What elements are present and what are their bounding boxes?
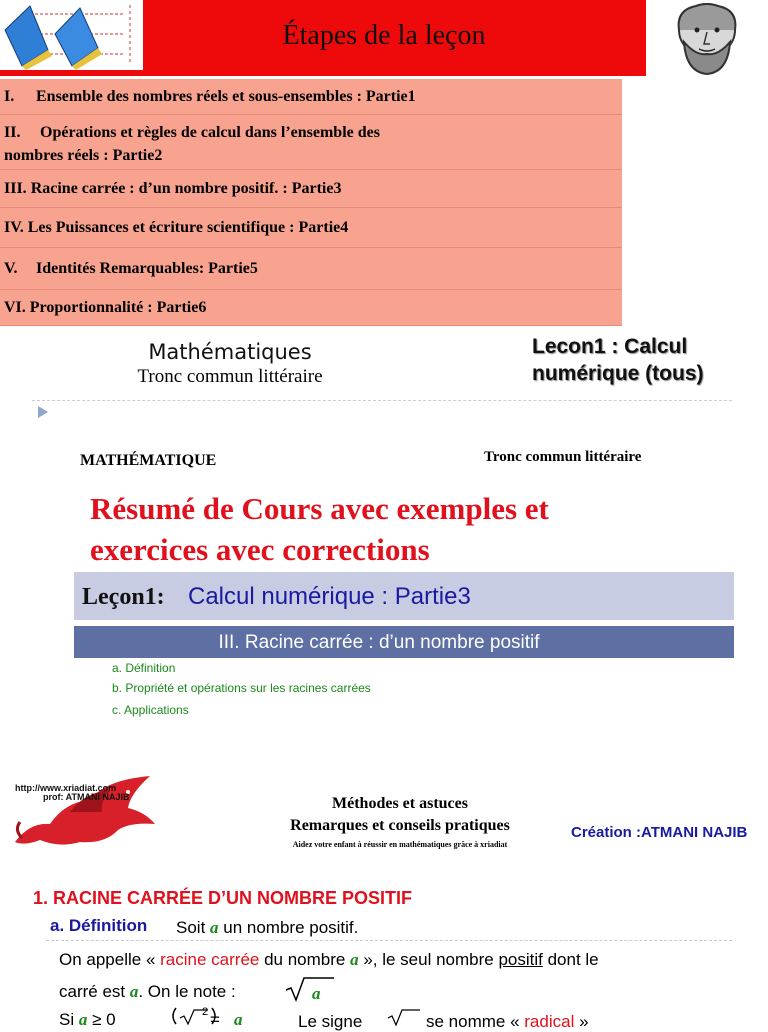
step-label: Les Puissances et écriture scientifique : Partie4 <box>27 218 349 236</box>
text-run: » <box>574 1012 589 1031</box>
text-run: dont le <box>542 950 599 969</box>
lesson-bar-label: Leçon1: <box>82 584 165 610</box>
methods-block <box>250 792 550 849</box>
document-subject: MATHÉMATIQUE <box>80 452 217 469</box>
condition-line <box>59 1010 116 1030</box>
play-arrow-icon[interactable] <box>38 406 48 418</box>
text-run: . On le note : <box>138 982 236 1001</box>
step-number: III. <box>4 179 27 197</box>
radical-icon <box>386 1008 420 1026</box>
step-number: V. <box>4 259 18 277</box>
step-number: I. <box>4 87 15 105</box>
author-line: prof: ATMANI NAJIB <box>43 792 130 802</box>
text-run: se nomme « <box>426 1012 525 1031</box>
variable-a: a <box>78 1010 88 1029</box>
text-run: un nombre positif. <box>218 918 359 937</box>
header-title: Étapes de la leçon <box>282 20 486 51</box>
lesson-bar-title: Calcul numérique : Partie3 <box>188 583 471 610</box>
tagline: Aidez votre enfant à réussir en mathématiques grâce à xriadiat <box>292 840 508 849</box>
step-label: Proportionnalité : Partie6 <box>29 298 207 316</box>
definition-label: a. Définition <box>50 916 148 935</box>
highlight-radical: radical <box>524 1012 575 1031</box>
document-title <box>90 488 730 570</box>
step-item[interactable] <box>0 115 622 170</box>
subject-label: Mathématiques <box>148 340 312 364</box>
creation-credit: Création :ATMANI NAJIB <box>571 824 748 841</box>
exponent: 2 <box>202 1006 209 1018</box>
text-run: Soit <box>176 918 211 937</box>
underlined-positif: positif <box>498 950 543 969</box>
level-label: Tronc commun littéraire <box>137 366 323 387</box>
highlight-racine-carree: racine carrée <box>160 950 260 969</box>
step-number: IV. <box>4 218 24 236</box>
step-label: Racine carrée : d’un nombre positif. : Partie3 <box>30 179 342 197</box>
step-label: Identités Remarquables: Partie5 <box>36 259 258 277</box>
divider <box>46 940 732 941</box>
radical-line <box>426 1012 589 1032</box>
text-run: Si <box>59 1010 79 1029</box>
step-label: Ensemble des nombres réels et sous-ensembles : Partie1 <box>36 87 416 105</box>
website-url-line[interactable]: http://www.xriadiat.com <box>15 783 117 793</box>
step-label-continued: nombres réels : Partie2 <box>4 147 163 164</box>
text-run: ≥ 0 <box>87 1010 116 1029</box>
portrait-image <box>646 0 768 76</box>
definition-intro <box>176 918 358 938</box>
step-number: II. <box>4 124 21 141</box>
methods-title: Méthodes et astuces <box>332 795 468 812</box>
variable-a: a <box>129 982 139 1001</box>
variable-a: a <box>350 950 359 969</box>
divider <box>32 400 732 401</box>
step-label: Opérations et règles de calcul dans l’ensemble des <box>40 124 380 141</box>
step-item[interactable] <box>0 79 622 115</box>
text-run: carré est <box>59 982 130 1001</box>
variable-a: a <box>234 1010 243 1029</box>
text-run: », le seul nombre <box>358 950 499 969</box>
website-url[interactable] <box>15 784 130 802</box>
section-title: 1. RACINE CARRÉE D’UN NOMBRE POSITIF <box>33 888 413 908</box>
part-bar-title: III. Racine carrée : d’un nombre positif <box>218 632 540 653</box>
toc-item[interactable]: b. Propriété et opérations sur les racines carrées <box>112 681 371 695</box>
step-item[interactable] <box>0 248 622 290</box>
step-number: VI. <box>4 298 26 316</box>
step-item[interactable] <box>0 290 622 326</box>
definition-line <box>59 982 236 1002</box>
lesson-heading-line: numérique (tous) <box>532 362 704 385</box>
sign-label: Le signe <box>298 1012 363 1031</box>
lesson-heading-line: Lecon1 : Calcul <box>532 335 688 358</box>
course-subject-block <box>0 340 460 388</box>
document-level: Tronc commun littéraire <box>484 449 642 465</box>
step-item[interactable] <box>0 170 622 208</box>
step-item[interactable] <box>0 208 622 248</box>
text-run: du nombre <box>259 950 351 969</box>
variable-a: a <box>312 984 321 1003</box>
text-run: On appelle « <box>59 950 161 969</box>
remarks-title: Remarques et conseils pratiques <box>290 817 510 834</box>
toc-item[interactable]: a. Définition <box>112 661 176 675</box>
definition-line <box>59 950 599 970</box>
sqrt-a-formula <box>284 976 334 1002</box>
variable-a: a <box>210 918 219 937</box>
toc-item[interactable]: c. Applications <box>112 703 189 717</box>
lesson-heading <box>532 333 762 387</box>
document-title-line: exercices avec corrections <box>90 532 430 567</box>
equals-sign: = <box>210 1010 220 1029</box>
document-title-line: Résumé de Cours avec exemples et <box>90 491 549 526</box>
